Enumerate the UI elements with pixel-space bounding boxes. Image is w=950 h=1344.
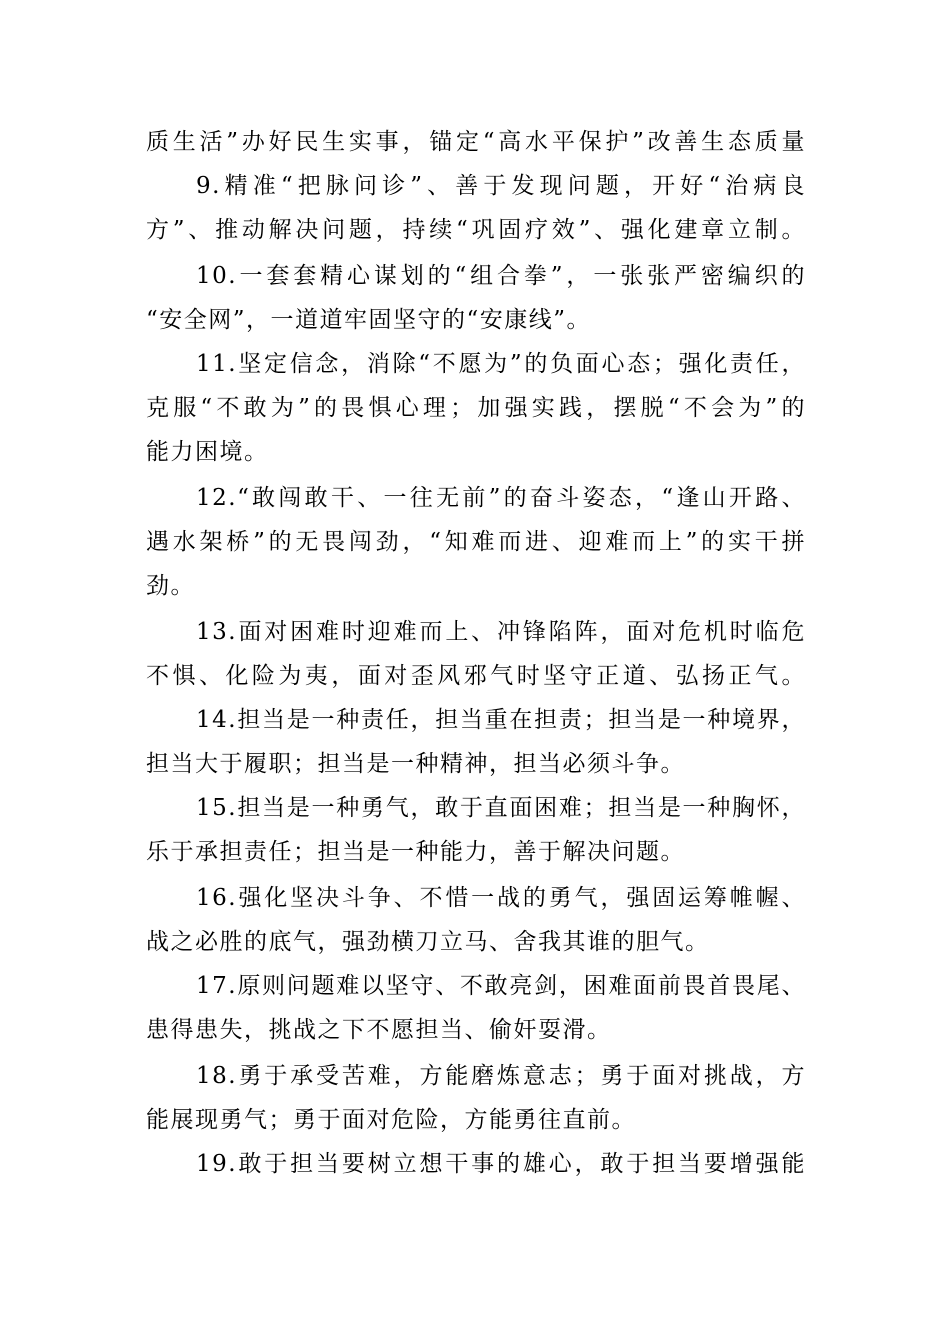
paragraph-15-line-2: 乐于承担责任；担当是一种能力，善于解决问题。	[146, 839, 685, 865]
paragraph-19-line-1: 19.敢于担当要树立想干事的雄心，敢于担当要增强能	[196, 1151, 806, 1177]
paragraph-10-line-2: “安全网”，一道道牢固坚守的“安康线”。	[146, 307, 592, 333]
paragraph-11-line-3: 能力困境。	[146, 439, 269, 465]
paragraph-16-line-2: 战之必胜的底气，强劲横刀立马、舍我其谁的胆气。	[146, 929, 710, 955]
paragraph-17-line-2: 患得患失，挑战之下不愿担当、偷奸耍滑。	[146, 1017, 612, 1043]
paragraph-9-line-1: 9.精准“把脉问诊”、善于发现问题，开好“治病良	[196, 173, 806, 199]
paragraph-12-line-1: 12.“敢闯敢干、一往无前”的奋斗姿态，“逢山开路、	[196, 485, 806, 511]
paragraph-11-line-2: 克服“不敢为”的畏惧心理；加强实践，摆脱“不会为”的	[146, 395, 806, 421]
paragraph-13-line-2: 不惧、化险为夷，面对歪风邪气时坚守正道、弘扬正气。	[146, 663, 806, 689]
paragraph-14-line-2: 担当大于履职；担当是一种精神，担当必须斗争。	[146, 751, 685, 777]
paragraph-17-line-1: 17.原则问题难以坚守、不敢亮剑，困难面前畏首畏尾、	[196, 973, 806, 999]
paragraph-14-line-1: 14.担当是一种责任，担当重在担责；担当是一种境界，	[196, 707, 806, 733]
paragraph-18-line-1: 18.勇于承受苦难，方能磨炼意志；勇于面对挑战，方	[196, 1063, 806, 1089]
paragraph-12-line-3: 劲。	[146, 573, 195, 599]
paragraph-13-line-1: 13.面对困难时迎难而上、冲锋陷阵，面对危机时临危	[196, 619, 806, 645]
paragraph-10-line-1: 10.一套套精心谋划的“组合拳”，一张张严密编织的	[196, 263, 806, 289]
paragraph-16-line-1: 16.强化坚决斗争、不惜一战的勇气，强固运筹帷幄、	[196, 885, 806, 911]
paragraph-15-line-1: 15.担当是一种勇气，敢于直面困难；担当是一种胸怀，	[196, 795, 806, 821]
paragraph-12-line-2: 遇水架桥”的无畏闯劲，“知难而进、迎难而上”的实干拼	[146, 529, 806, 555]
paragraph-9-line-2: 方”、推动解决问题，持续“巩固疗效”、强化建章立制。	[146, 217, 806, 243]
paragraph-18-line-2: 能展现勇气；勇于面对危险，方能勇往直前。	[146, 1107, 636, 1133]
text-line: 质生活”办好民生实事，锚定“高水平保护”改善生态质量	[146, 129, 806, 155]
paragraph-11-line-1: 11.坚定信念，消除“不愿为”的负面心态；强化责任，	[196, 351, 806, 377]
